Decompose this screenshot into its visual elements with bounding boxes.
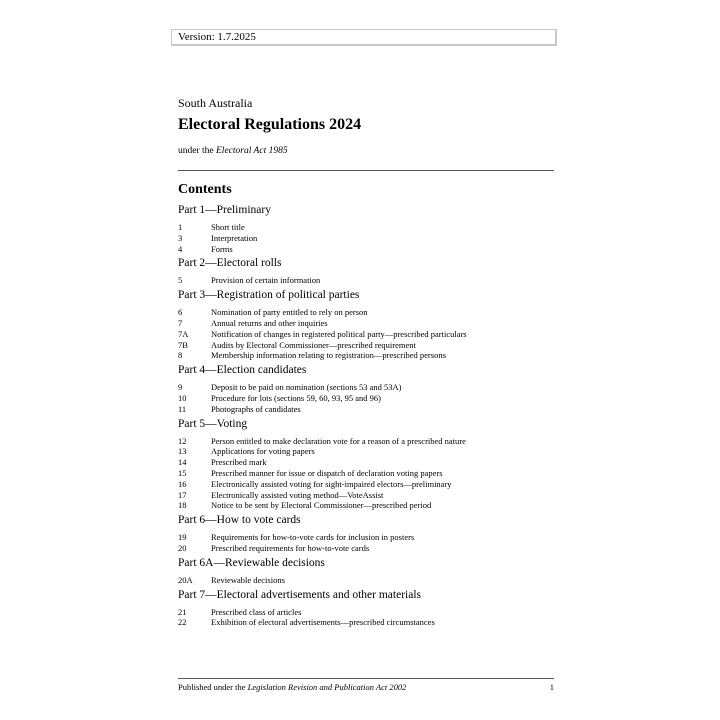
toc-entry-title: Requirements for how-to-vote cards for inclusion in posters <box>211 532 415 543</box>
toc-entry-title: Prescribed requirements for how-to-vote cards <box>211 542 370 553</box>
toc-entry[interactable] <box>178 244 558 255</box>
toc-entry-title: Interpretation <box>211 232 258 243</box>
toc-entry[interactable] <box>178 617 558 628</box>
toc-entry-number: 9 <box>178 382 183 393</box>
toc-entry-number: 20 <box>178 542 187 553</box>
toc-part-heading[interactable]: Part 6—How to vote cards <box>178 514 301 527</box>
toc-entry[interactable] <box>178 468 558 479</box>
toc-part-heading[interactable]: Part 4—Election candidates <box>178 364 307 377</box>
toc-entry[interactable] <box>178 532 558 543</box>
toc-entry-number: 7A <box>178 328 189 339</box>
toc-part-heading[interactable]: Part 1—Preliminary <box>178 204 271 216</box>
toc-part-entries <box>178 607 558 629</box>
toc-entry-number: 6 <box>178 307 183 318</box>
toc-part-entries <box>178 307 558 361</box>
toc-part-entries <box>178 382 558 414</box>
footer-divider <box>178 678 554 679</box>
toc-entry-title: Annual returns and other inquiries <box>211 317 328 328</box>
toc-entry-number: 5 <box>178 275 183 286</box>
toc-entry-title: Notification of changes in registered political party—prescribed particulars <box>211 328 467 339</box>
enabling-act-prefix: under the <box>178 146 216 156</box>
toc-entry-number: 12 <box>178 435 187 446</box>
toc-entry[interactable] <box>178 318 558 329</box>
toc-entry[interactable] <box>178 393 558 404</box>
title-divider <box>178 170 554 171</box>
toc-entry-title: Electronically assisted voting for sight-impaired electors—preliminary <box>211 478 452 489</box>
toc-entry[interactable] <box>178 222 558 233</box>
toc-entry[interactable] <box>178 233 558 244</box>
toc-entry-title: Nomination of party entitled to rely on person <box>211 307 368 318</box>
document-title: Electoral Regulations 2024 <box>178 116 362 133</box>
table-of-contents <box>178 203 558 630</box>
toc-part-entries <box>178 222 558 254</box>
toc-entry[interactable] <box>178 350 558 361</box>
toc-entry[interactable] <box>178 446 558 457</box>
toc-entry-title: Audits by Electoral Commissioner—prescribed requirement <box>211 339 416 350</box>
contents-heading: Contents <box>178 182 232 197</box>
toc-entry-title: Procedure for lots (sections 59, 60, 93, 95 and 96) <box>211 392 381 403</box>
toc-entry-number: 16 <box>178 478 187 489</box>
toc-entry-title: Deposit to be paid on nomination (sections 53 and 53A) <box>211 382 402 393</box>
toc-entry-number: 8 <box>178 350 183 361</box>
toc-entry[interactable] <box>178 307 558 318</box>
toc-entry-title: Provision of certain information <box>211 275 321 286</box>
toc-entry-title: Membership information relating to registration—prescribed persons <box>211 350 446 361</box>
toc-entry[interactable] <box>178 404 558 415</box>
version-label: Version: 1.7.2025 <box>178 31 256 43</box>
toc-entry-number: 13 <box>178 446 187 457</box>
toc-entry-number: 7B <box>178 339 188 350</box>
toc-part-heading[interactable]: Part 5—Voting <box>178 417 248 430</box>
toc-entry[interactable] <box>178 340 558 351</box>
published-act: Legislation Revision and Publication Act 2002 <box>247 682 407 692</box>
toc-entry-number: 20A <box>178 574 193 585</box>
toc-part-entries <box>178 575 558 586</box>
toc-entry[interactable] <box>178 575 558 586</box>
page-number: 1 <box>549 682 554 692</box>
toc-entry-number: 22 <box>178 617 187 628</box>
toc-entry[interactable] <box>178 436 558 447</box>
jurisdiction: South Australia <box>178 96 253 110</box>
toc-entry-title: Prescribed manner for issue or dispatch of declaration voting papers <box>211 467 443 478</box>
toc-entry-number: 15 <box>178 467 187 478</box>
toc-entry-title: Short title <box>211 222 245 232</box>
toc-part-heading[interactable]: Part 3—Registration of political parties <box>178 289 360 302</box>
toc-entry[interactable] <box>178 500 558 511</box>
toc-entry[interactable] <box>178 490 558 501</box>
page-footer <box>178 682 554 693</box>
toc-entry-title: Exhibition of electoral advertisements—prescribed circumstances <box>211 617 435 628</box>
toc-entry-number: 4 <box>178 243 183 254</box>
toc-entry-title: Reviewable decisions <box>211 574 285 585</box>
toc-entry[interactable] <box>178 479 558 490</box>
toc-entry-number: 19 <box>178 532 187 543</box>
toc-part-entries <box>178 275 558 286</box>
toc-part-heading[interactable]: Part 7—Electoral advertisements and other materials <box>178 588 422 601</box>
toc-part-entries <box>178 532 558 554</box>
toc-entry-number: 14 <box>178 457 187 468</box>
toc-entry-number: 7 <box>178 317 183 328</box>
toc-part-heading[interactable]: Part 2—Electoral rolls <box>178 257 282 270</box>
toc-entry-title: Forms <box>211 243 233 254</box>
toc-entry[interactable] <box>178 543 558 554</box>
toc-entry-number: 21 <box>178 606 187 617</box>
toc-entry-number: 11 <box>178 403 187 414</box>
published-prefix: Published under the <box>178 682 248 692</box>
toc-entry-title: Person entitled to make declaration vote for a reason of a prescribed nature <box>211 435 466 446</box>
version-header <box>171 29 557 46</box>
toc-entry-title: Electronically assisted voting method—VoteAssist <box>211 489 384 500</box>
toc-entry[interactable] <box>178 329 558 340</box>
toc-entry-number: 10 <box>178 392 187 403</box>
toc-entry-title: Applications for voting papers <box>211 446 315 457</box>
toc-entry-number: 17 <box>178 489 187 500</box>
toc-entry-title: Prescribed class of articles <box>211 606 302 617</box>
toc-entry-number: 18 <box>178 500 187 511</box>
toc-entry[interactable] <box>178 457 558 468</box>
toc-entry-title: Notice to be sent by Electoral Commissioner—prescribed period <box>211 500 432 511</box>
enabling-act-line <box>178 146 288 156</box>
published-under <box>178 682 406 693</box>
toc-part-heading[interactable]: Part 6A—Reviewable decisions <box>178 556 325 569</box>
enabling-act-name: Electoral Act 1985 <box>216 146 288 156</box>
toc-entry-title: Photographs of candidates <box>211 403 301 414</box>
toc-entry[interactable] <box>178 275 558 286</box>
toc-entry[interactable] <box>178 382 558 393</box>
toc-part-entries <box>178 436 558 512</box>
toc-entry-number: 1 <box>178 222 183 232</box>
toc-entry-number: 3 <box>178 232 183 243</box>
toc-entry-title: Prescribed mark <box>211 457 267 468</box>
toc-entry[interactable] <box>178 607 558 618</box>
